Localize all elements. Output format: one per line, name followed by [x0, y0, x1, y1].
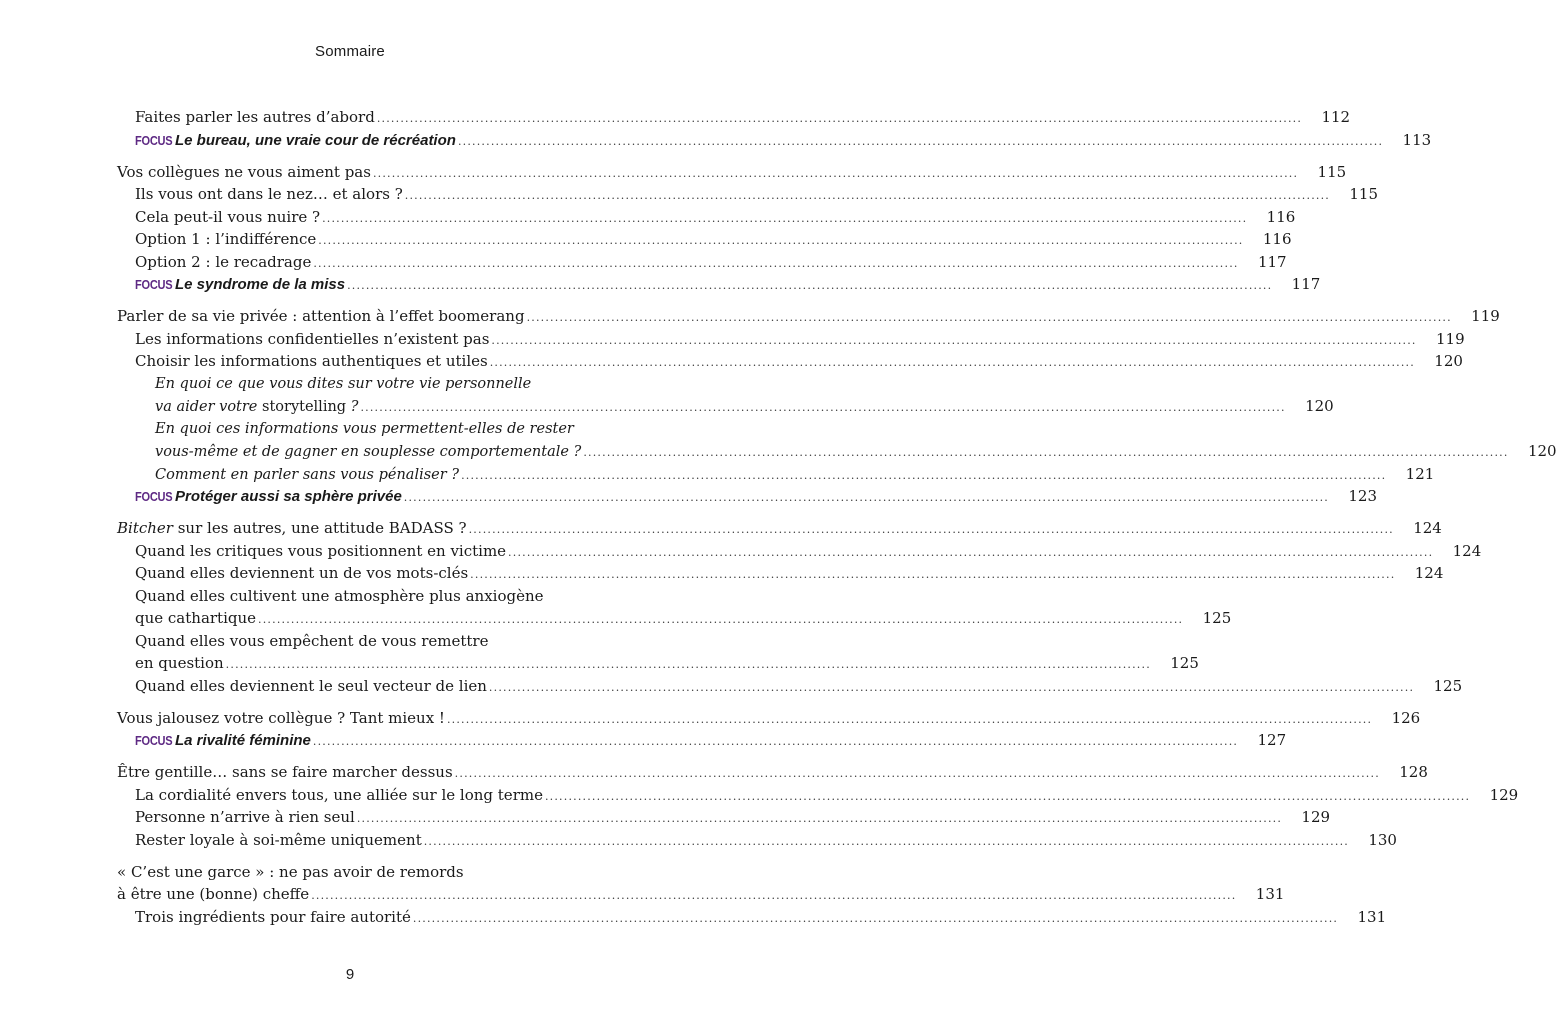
toc-page-number: 121	[1405, 464, 1435, 483]
toc-entry	[117, 228, 1292, 251]
dot-leader	[470, 564, 1395, 587]
toc-entry-title: Option 1 : l’indifférence	[135, 230, 317, 248]
dot-leader	[424, 831, 1349, 854]
toc-entry-title: En quoi ces informations vous permettent-elles de rester	[155, 420, 574, 437]
toc-page-number: 130	[1368, 830, 1397, 849]
toc-entry-title: que cathartique	[135, 609, 257, 627]
dot-leader	[469, 519, 1394, 542]
dot-leader	[258, 609, 1183, 632]
toc-entry-title: Vos collègues ne vous aiment pas	[117, 162, 371, 181]
toc-entry-title: En quoi ce que vous dites sur votre vie personnelle	[155, 375, 532, 392]
toc-entry-title: Option 2 : le recadrage	[135, 252, 312, 271]
toc-entry-title: La cordialité envers tous, une alliée sur le long terme	[135, 785, 543, 804]
toc-entry	[117, 784, 1519, 807]
focus-title: Le syndrome de la miss	[175, 276, 346, 293]
dot-leader	[447, 709, 1372, 732]
toc-entry	[117, 206, 1296, 229]
toc-entry	[117, 106, 1351, 129]
toc-entry-title: Quand elles cultivent une atmosphère plus anxiogène	[135, 586, 544, 605]
toc-page-number: 124	[1414, 564, 1444, 582]
toc-entry	[117, 861, 607, 884]
running-header: Sommaire	[315, 43, 385, 60]
toc-entry-title: Quand les critiques vous positionnent en victime	[135, 541, 507, 560]
toc-entry	[117, 373, 607, 396]
toc-entry-title: Être gentille… sans se faire marcher dessus	[117, 763, 453, 781]
dot-leader	[313, 731, 1238, 754]
toc-page-number: 119	[1471, 307, 1500, 325]
dot-leader	[583, 442, 1508, 465]
toc-entry-title: Ils vous ont dans le nez… et alors ?	[135, 185, 403, 203]
toc-entry-title: vous-même et de gagner en souplesse comportementale ?	[155, 444, 582, 460]
toc-page-number: 131	[1255, 885, 1285, 903]
toc-page-number: 116	[1266, 207, 1296, 226]
toc-entry	[117, 183, 1378, 206]
toc-page-number: 125	[1170, 654, 1199, 672]
toc-entry-title-italic: Bitcher	[117, 519, 173, 537]
dot-leader	[405, 185, 1330, 208]
toc-page-number: 125	[1433, 676, 1463, 695]
toc-entry-title: en question	[135, 654, 224, 672]
toc-page-number: 117	[1257, 252, 1287, 271]
toc-entry-title-part: ?	[346, 399, 359, 415]
toc-page-number: 115	[1317, 162, 1347, 181]
toc-entry	[117, 273, 1321, 296]
dot-leader	[490, 352, 1415, 375]
focus-tag: FOCUS	[135, 132, 173, 148]
toc-entry	[117, 675, 1463, 698]
table-of-contents	[117, 106, 1557, 928]
toc-page-number: 124	[1452, 541, 1482, 560]
toc-entry-title: Parler de sa vie privée : attention à l’effet boomerang	[117, 307, 525, 325]
toc-entry-title: Choisir les informations authentiques et utiles	[135, 352, 488, 370]
dot-leader	[508, 542, 1433, 565]
dot-leader	[322, 208, 1247, 231]
toc-entry	[117, 129, 1432, 152]
toc-entry	[117, 418, 607, 441]
toc-page-number: 126	[1391, 708, 1421, 727]
toc-entry	[117, 652, 1199, 675]
dot-leader	[377, 108, 1302, 131]
focus-title: Protéger aussi sa sphère privée	[175, 488, 402, 505]
focus-title: Le bureau, une vraie cour de récréation	[175, 131, 456, 149]
toc-page-number: 117	[1291, 275, 1321, 293]
dot-leader	[347, 275, 1272, 298]
toc-entry	[117, 161, 1347, 184]
toc-entry-title: à être une (bonne) cheffe	[117, 885, 310, 903]
toc-entry	[117, 729, 1287, 752]
dot-leader	[455, 763, 1380, 786]
toc-page-number: 127	[1257, 731, 1287, 749]
toc-entry-title: Rester loyale à soi-même uniquement	[135, 830, 422, 849]
toc-entry-title: Trois ingrédients pour faire autorité	[135, 907, 411, 926]
toc-entry-title: Personne n’arrive à rien seul	[135, 808, 355, 826]
toc-entry-title-roman: storytelling	[262, 399, 347, 415]
toc-entry	[117, 562, 1444, 585]
toc-entry-title: Comment en parler sans vous pénaliser ?	[155, 466, 460, 483]
dot-leader	[313, 253, 1238, 276]
dot-leader	[311, 885, 1236, 908]
toc-entry	[117, 630, 607, 653]
toc-entry	[117, 806, 1331, 829]
dot-leader	[491, 330, 1416, 353]
dot-leader	[357, 808, 1282, 831]
toc-entry	[117, 350, 1463, 373]
toc-entry	[117, 761, 1428, 784]
toc-entry	[117, 829, 1397, 852]
toc-entry	[117, 440, 1557, 463]
toc-page-number: 119	[1436, 329, 1465, 348]
toc-entry	[117, 540, 1482, 563]
dot-leader	[489, 677, 1414, 700]
toc-page-number: 116	[1262, 230, 1292, 248]
dot-leader	[458, 131, 1383, 154]
dot-leader	[527, 307, 1452, 330]
toc-entry	[117, 906, 1387, 929]
dot-leader	[404, 487, 1329, 510]
toc-entry-title: Les informations confidentielles n’existent pas	[135, 329, 490, 348]
toc-page-number: 113	[1402, 130, 1432, 149]
toc-entry-title	[155, 396, 358, 419]
toc-entry	[117, 517, 1442, 540]
focus-tag: FOCUS	[135, 733, 173, 748]
toc-entry-title: Vous jalousez votre collègue ? Tant mieux !	[117, 708, 445, 727]
toc-entry	[117, 463, 1435, 486]
toc-page-number: 129	[1301, 808, 1331, 826]
toc-entry-title: Quand elles deviennent un de vos mots-clés	[135, 564, 469, 582]
toc-entry	[117, 607, 1232, 630]
toc-entry-title: Faites parler les autres d’abord	[135, 108, 375, 126]
toc-entry	[117, 395, 1334, 418]
toc-entry	[117, 305, 1500, 328]
toc-entry	[117, 485, 1378, 508]
toc-entry	[117, 707, 1421, 730]
toc-entry	[117, 883, 1285, 906]
toc-page-number: 131	[1357, 907, 1387, 926]
focus-title: La rivalité féminine	[175, 732, 311, 749]
toc-page-number: 112	[1321, 108, 1351, 126]
toc-entry	[117, 251, 1287, 274]
dot-leader	[413, 908, 1338, 931]
toc-entry	[117, 328, 1465, 351]
toc-entry-title-part: va aider votre	[155, 399, 263, 415]
dot-leader	[226, 654, 1151, 677]
toc-page-number: 128	[1399, 763, 1428, 781]
toc-page-number: 124	[1413, 519, 1442, 537]
focus-tag: FOCUS	[135, 277, 173, 292]
toc-entry-title: « C’est une garce » : ne pas avoir de remords	[117, 862, 464, 881]
dot-leader	[373, 163, 1298, 186]
toc-page-number: 129	[1489, 785, 1519, 804]
toc-entry-title: Quand elles deviennent le seul vecteur de lien	[135, 676, 487, 695]
toc-page-number: 125	[1202, 609, 1232, 627]
toc-page-number: 120	[1527, 442, 1557, 460]
toc-entry-title-rest: sur les autres, une attitude BADASS ?	[172, 519, 467, 537]
focus-tag: FOCUS	[135, 489, 173, 504]
toc-entry-title: Cela peut-il vous nuire ?	[135, 207, 321, 226]
toc-entry	[117, 585, 607, 608]
dot-leader	[318, 230, 1243, 253]
toc-page-number: 115	[1349, 185, 1378, 203]
page-number: 9	[345, 966, 355, 983]
dot-leader	[360, 397, 1285, 420]
toc-entry-title: Quand elles vous empêchent de vous remettre	[135, 631, 489, 650]
toc-page-number: 120	[1434, 352, 1463, 370]
dot-leader	[545, 786, 1470, 809]
toc-page-number: 123	[1348, 487, 1378, 505]
toc-page-number: 120	[1305, 397, 1334, 415]
dot-leader	[461, 465, 1386, 488]
toc-entry-title	[117, 517, 467, 540]
